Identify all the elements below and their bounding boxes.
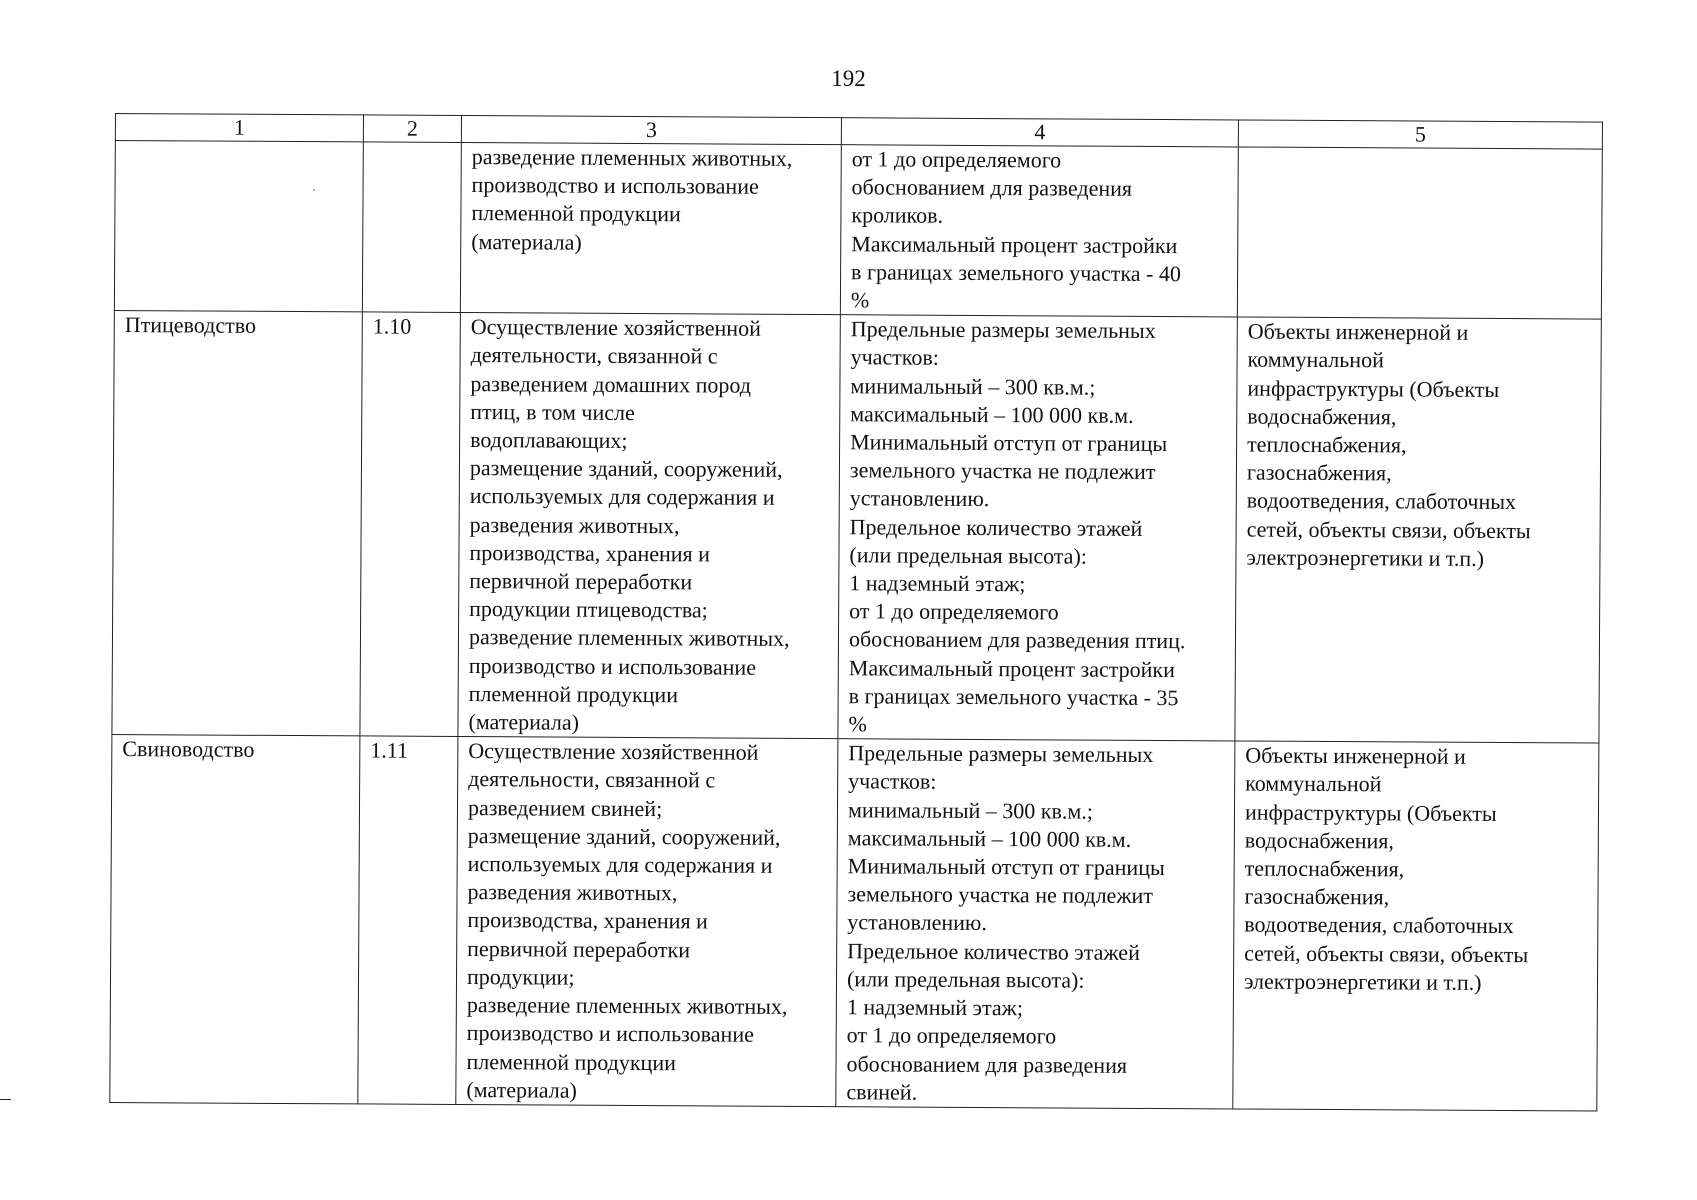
table-container <box>109 113 1602 1111</box>
auxiliary-objects-cell <box>1237 147 1602 319</box>
use-description-cell: разведение племенных животных, производство и использование племенной продукции (материала) <box>460 142 841 314</box>
page-number: 192 <box>831 66 866 91</box>
use-description-cell: Осуществление хозяйственной деятельности, связанной с разведением домашних пород птиц, в том числе водоплавающих; размещение зданий, сооружений, используемых для содержания и разведения животных, производства, хранения и первичной переработки продукции птицеводства; разведение племенных животных, производство и использование племенной продукции (материала) <box>458 313 840 739</box>
use-type-code-cell: 1.11 <box>358 736 458 1104</box>
use-type-name-cell: Птицеводство <box>112 311 362 736</box>
column-header-5: 5 <box>1238 120 1602 149</box>
column-header-1: 1 <box>115 114 363 142</box>
use-type-code-cell: 1.10 <box>360 312 460 737</box>
limit-parameters-cell: от 1 до определяемого обоснованием для разведения кроликов. Максимальный процент застройки в границах земельного участка - 40 % <box>840 145 1238 318</box>
use-type-code-cell <box>362 142 461 313</box>
use-description-cell: Осуществление хозяйственной деятельности, связанной с разведением свиней; размещение зданий, сооружений, используемых для содержания и разведения животных, производства, хранения и первичной переработки продукции; разведение племенных животных, производство и использование племенной продукции (материала) <box>456 737 838 1107</box>
use-type-name-cell: Свиноводство <box>110 735 360 1104</box>
margin-mark <box>0 1099 11 1100</box>
table-row-poultry <box>112 311 1601 744</box>
column-header-3: 3 <box>461 115 841 144</box>
table-row-continuation <box>114 141 1602 320</box>
limit-parameters-cell: Предельные размеры земельных участков: минимальный – 300 кв.м.; максимальный – 100 000 кв.м. Минимальный отступ от границы земельного участка не подлежит установлению. Предельное количество этажей (или предельная высота): 1 надземный этаж; от 1 до определяемого обоснованием для разведения птиц. Максимальный процент застройки в границах земельного участка - 35 % <box>838 315 1237 741</box>
auxiliary-objects-cell: Объекты инженерной и коммунальной инфраструктуры (Объекты водоснабжения, теплоснабжения, газоснабжения, водоотведения, слаботочных сетей, объекты связи, объекты электроэнергетики и т.п.) <box>1233 741 1599 1111</box>
use-type-name-cell <box>114 141 363 313</box>
auxiliary-objects-cell: Объекты инженерной и коммунальной инфраструктуры (Объекты водоснабжения, теплоснабжения, газоснабжения, водоотведения, слаботочных сетей, объекты связи, объекты электроэнергетики и т.п.) <box>1235 317 1601 743</box>
column-header-2: 2 <box>363 115 461 143</box>
column-header-4: 4 <box>841 118 1238 147</box>
limit-parameters-cell: Предельные размеры земельных участков: минимальный – 300 кв.м.; максимальный – 100 000 кв.м. Минимальный отступ от границы земельного участка не подлежит установлению. Предельное количество этажей (или предельная высота): 1 надземный этаж; от 1 до определяемого обоснованием для разведения свиней. <box>836 739 1235 1109</box>
land-use-regulations-table <box>109 113 1603 1111</box>
table-row-pig-farming <box>110 735 1599 1111</box>
